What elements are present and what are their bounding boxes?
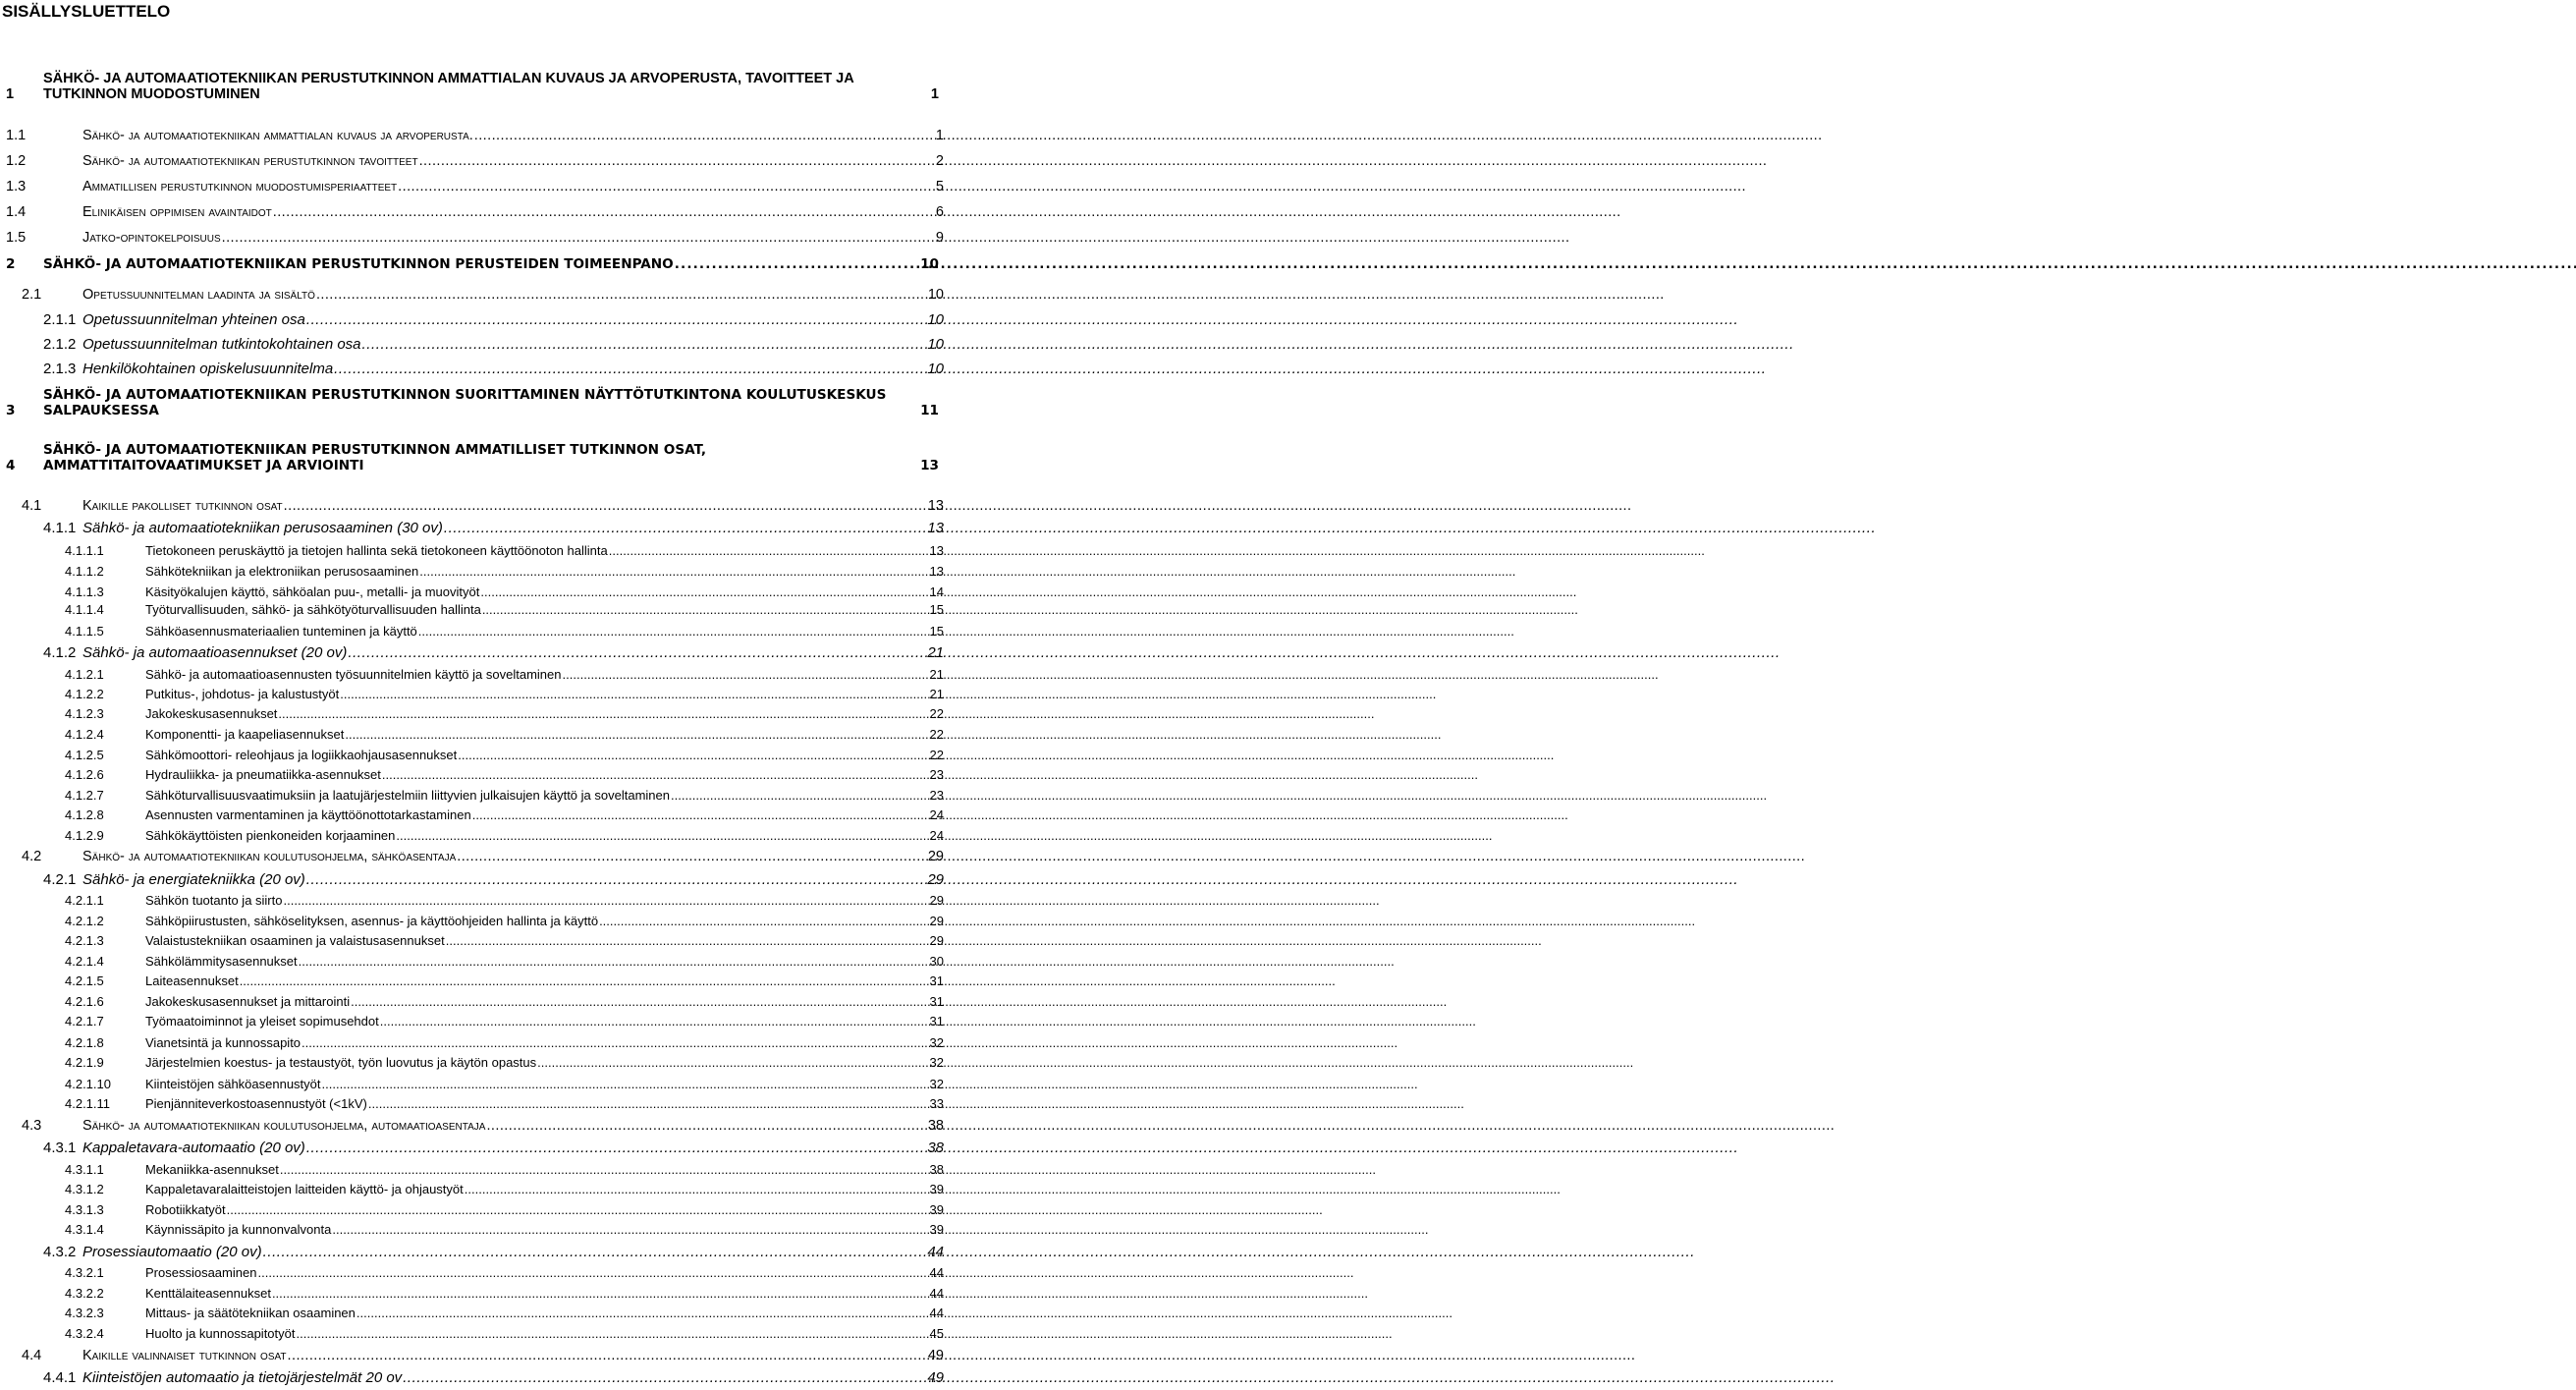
- toc-entry-title: Sähkö- ja automaatiotekniikan perusosaaminen (30 ov): [82, 520, 443, 536]
- toc-entry-number: 4.2.1.6: [65, 994, 104, 1009]
- dot-leader: [340, 687, 926, 701]
- toc-entry-title: Opetussuunnitelman laadinta ja sisältö: [82, 287, 315, 303]
- toc-entry-title: Sähkö- ja automaatioasennukset (20 ov): [82, 644, 348, 661]
- toc-entry-number: 4.3.1.1: [65, 1162, 104, 1177]
- dot-leader: [272, 1286, 927, 1301]
- toc-entry-title: Työturvallisuuden, sähkö- ja sähkötyöturvallisuuden hallinta: [145, 602, 481, 617]
- toc-entry-title: Valaistustekniikan osaaminen ja valaistusasennukset: [145, 933, 445, 948]
- toc-entry-page: 49: [927, 1348, 944, 1363]
- toc-entry-page: 29: [929, 914, 944, 928]
- toc-entry[interactable]: [43, 871, 944, 888]
- toc-entry-title: Työmaatoiminnot ja yleiset sopimusehdot: [145, 1014, 379, 1029]
- toc-entry-title: Sähkölämmitysasennukset: [145, 954, 298, 969]
- toc-entry-title: Hydrauliikka- ja pneumatiikka-asennukset: [145, 767, 381, 782]
- toc-entry-title: Kappaletavaralaitteistojen laitteiden käyttö- ja ohjaustyöt: [145, 1182, 464, 1196]
- dot-leader: [418, 624, 927, 639]
- dot-leader: [398, 179, 933, 195]
- dot-leader: [465, 1182, 927, 1196]
- dot-leader: [263, 1244, 925, 1260]
- toc-entry[interactable]: [65, 1265, 944, 1280]
- toc-entry-page: 38: [927, 1118, 944, 1134]
- dot-leader: [609, 543, 927, 558]
- toc-entry[interactable]: [65, 602, 944, 617]
- toc-entry-number: 4.2.1.8: [65, 1035, 104, 1050]
- toc-entry-title: Kenttälaiteasennukset: [145, 1286, 271, 1301]
- dot-leader: [227, 1202, 927, 1217]
- dot-leader: [306, 871, 925, 888]
- toc-entry[interactable]: [65, 667, 944, 682]
- dot-leader: [316, 287, 925, 303]
- toc-entry-page: 38: [929, 1162, 944, 1177]
- toc-entry-page: 44: [929, 1286, 944, 1301]
- toc-entry[interactable]: [65, 1286, 944, 1301]
- toc-entry-page: 29: [927, 871, 944, 888]
- toc-entry-title: Ammatillisen perustutkinnon muodostumisperiaatteet: [82, 179, 398, 195]
- toc-entry-number: 1.4: [6, 204, 27, 220]
- dot-leader: [403, 1369, 924, 1386]
- dot-leader: [382, 767, 927, 782]
- toc-entry-number: 4.4.1: [43, 1369, 77, 1386]
- toc-entry-number: 2.1.3: [43, 361, 77, 377]
- toc-entry[interactable]: [65, 1182, 944, 1196]
- toc-entry-page: 9: [935, 230, 944, 246]
- toc-entry[interactable]: [6, 204, 944, 220]
- toc-entry-page: 10: [920, 256, 939, 272]
- dot-leader: [675, 256, 917, 272]
- toc-entry[interactable]: [65, 1055, 944, 1070]
- toc-entry-number: 4.4: [22, 1348, 42, 1363]
- dot-leader: [419, 153, 933, 169]
- dot-leader: [288, 1348, 925, 1363]
- toc-entry-page: 44: [929, 1306, 944, 1320]
- toc-entry-number: 1: [6, 86, 15, 102]
- toc-entry[interactable]: [43, 520, 944, 536]
- toc-entry-title: Pienjänniteverkostoasennustyöt (<1kV): [145, 1096, 367, 1111]
- toc-entry-title: Elinikäisen oppimisen avaintaidot: [82, 204, 272, 220]
- toc-entry-page: 10: [927, 336, 944, 353]
- toc-entry[interactable]: [6, 128, 944, 143]
- toc-entry-title: Kappaletavara-automaatio (20 ov): [82, 1140, 305, 1156]
- dot-leader: [306, 311, 924, 328]
- dot-leader: [446, 933, 927, 948]
- toc-heading: SISÄLLYSLUETTELO: [2, 2, 171, 21]
- toc-entry-title: Komponentti- ja kaapeliasennukset: [145, 727, 345, 742]
- dot-leader: [273, 204, 933, 220]
- toc-entry[interactable]: [65, 1014, 944, 1029]
- toc-entry-number: 4.1.2.1: [65, 667, 104, 682]
- toc-entry[interactable]: [65, 994, 944, 1009]
- toc-entry-number: 2: [6, 256, 16, 272]
- toc-entry-number: 4.3.2: [43, 1244, 77, 1260]
- toc-entry-number: 4.1.2.6: [65, 767, 104, 782]
- toc-entry-title: Jakokeskusasennukset ja mittarointi: [145, 994, 351, 1009]
- toc-entry-page: 39: [929, 1182, 944, 1196]
- toc-entry-page: 6: [935, 204, 944, 220]
- toc-entry[interactable]: [43, 311, 944, 328]
- dot-leader: [284, 498, 925, 514]
- dot-leader: [240, 973, 927, 988]
- toc-entry[interactable]: [65, 1326, 944, 1341]
- toc-entry-page: 11: [920, 403, 939, 418]
- toc-entry-title: Prosessiautomaatio (20 ov): [82, 1244, 262, 1260]
- dot-leader: [671, 788, 927, 803]
- toc-entry-page: 49: [927, 1369, 944, 1386]
- toc-entry-title: Asennusten varmentaminen ja käyttöönottotarkastaminen: [145, 807, 471, 822]
- toc-entry[interactable]: [65, 1096, 944, 1111]
- toc-entry[interactable]: [65, 564, 944, 579]
- toc-entry-number: 4.2.1.4: [65, 954, 104, 969]
- toc-entry-title: Sähkö- ja automaatioasennusten työsuunnitelmien käyttö ja soveltaminen: [145, 667, 562, 682]
- toc-entry-number: 4.1.1.1: [65, 543, 104, 558]
- toc-entry-title: Sähkömoottori- releohjaus ja logiikkaohjausasennukset: [145, 748, 458, 762]
- toc-entry-title: Sähkö- ja automaatiotekniikan koulutusohjelma, automaatioasentaja: [82, 1118, 486, 1134]
- dot-leader: [362, 336, 925, 353]
- toc-entry[interactable]: [43, 361, 944, 377]
- dot-leader: [472, 807, 927, 822]
- toc-entry[interactable]: [65, 624, 944, 639]
- toc-entry-title: Sähkö- ja automaatiotekniikan koulutusohjelma, sähköasentaja: [82, 849, 457, 864]
- toc-entry-title: Sähkö- ja automaatiotekniikan ammattialan kuvaus ja arvoperusta.: [82, 128, 473, 143]
- toc-entry[interactable]: [65, 706, 944, 721]
- toc-entry-page: 29: [929, 933, 944, 948]
- toc-entry[interactable]: [65, 914, 944, 928]
- toc-entry-title: Laiteasennukset: [145, 973, 239, 988]
- toc-entry-number: 4.3.1: [43, 1140, 77, 1156]
- toc-entry[interactable]: [65, 1202, 944, 1217]
- dot-leader: [306, 1140, 925, 1156]
- toc-entry-page: 32: [929, 1035, 944, 1050]
- dot-leader: [351, 994, 926, 1009]
- toc-entry-page: 39: [929, 1222, 944, 1237]
- toc-entry[interactable]: [65, 748, 944, 762]
- toc-entry[interactable]: [65, 807, 944, 822]
- toc-entry-title: Vianetsintä ja kunnossapito: [145, 1035, 301, 1050]
- dot-leader: [296, 1326, 926, 1341]
- toc-entry-number: 4.1.1: [43, 520, 77, 536]
- toc-entry[interactable]: [6, 153, 944, 169]
- toc-entry-title: Sähköasennusmateriaalien tunteminen ja käyttö: [145, 624, 417, 639]
- toc-entry[interactable]: [65, 954, 944, 969]
- toc-entry[interactable]: [6, 256, 939, 272]
- toc-entry-title: Sähkö- ja automaatiotekniikan perustutkinnon tavoitteet: [82, 153, 418, 169]
- toc-entry-page: 14: [929, 584, 944, 599]
- toc-entry-number: 4.1.2.3: [65, 706, 104, 721]
- toc-entry-page: 32: [929, 1077, 944, 1091]
- toc-entry[interactable]: [43, 1140, 944, 1156]
- toc-entry-page: 31: [929, 994, 944, 1009]
- toc-entry[interactable]: [65, 584, 944, 599]
- toc-entry[interactable]: [22, 1348, 944, 1363]
- toc-entry[interactable]: [6, 230, 944, 246]
- toc-entry[interactable]: [65, 1306, 944, 1320]
- toc-entry-title: Jakokeskusasennukset: [145, 706, 278, 721]
- toc-entry-page: 22: [929, 706, 944, 721]
- toc-entry[interactable]: [65, 1222, 944, 1237]
- toc-entry-number: 4.1.2: [43, 644, 77, 661]
- toc-entry-number: 4.2.1.11: [65, 1096, 111, 1111]
- toc-entry-page: 1: [935, 128, 944, 143]
- toc-entry[interactable]: [22, 287, 944, 303]
- toc-page: [0, 0, 943, 1390]
- toc-entry-number: 4.1.1.5: [65, 624, 104, 639]
- dot-leader: [280, 1162, 927, 1177]
- toc-entry-title: Käsityökalujen käyttö, sähköalan puu-, metalli- ja muovityöt: [145, 584, 480, 599]
- toc-entry-page: 31: [929, 1014, 944, 1029]
- toc-entry-title: Prosessiosaaminen: [145, 1265, 257, 1280]
- toc-entry[interactable]: [43, 1369, 944, 1386]
- toc-entry-number: 4.1.2.5: [65, 748, 104, 762]
- toc-entry-page: 13: [929, 564, 944, 579]
- toc-entry-page: 10: [927, 311, 944, 328]
- toc-entry[interactable]: [65, 1162, 944, 1177]
- dot-leader: [356, 1306, 927, 1320]
- toc-entry-number: 1.5: [6, 230, 27, 246]
- toc-entry-title: Sähköpiirustusten, sähköselityksen, asennus- ja käyttöohjeiden hallinta ja käyttö: [145, 914, 599, 928]
- toc-entry-number: 4.3.2.3: [65, 1306, 104, 1320]
- toc-entry-page: 24: [929, 828, 944, 843]
- dot-leader: [457, 849, 925, 864]
- dot-leader: [348, 644, 924, 661]
- dot-leader: [257, 1265, 926, 1280]
- toc-entry-number: 4.2.1: [43, 871, 77, 888]
- toc-entry-number: 4.1.2.9: [65, 828, 104, 843]
- toc-entry[interactable]: [65, 543, 944, 558]
- dot-leader: [222, 230, 933, 246]
- toc-entry-title: Sähköturvallisuusvaatimuksiin ja laatujärjestelmiin liittyvien julkaisujen käyttö ja soveltaminen: [145, 788, 670, 803]
- dot-leader: [419, 564, 926, 579]
- dot-leader: [301, 1035, 926, 1050]
- toc-entry-number: 4.3.2.1: [65, 1265, 104, 1280]
- toc-entry-number: 4.1.1.3: [65, 584, 104, 599]
- toc-entry-number: 4.2: [22, 849, 42, 864]
- toc-entry-page: 21: [927, 644, 944, 661]
- toc-entry-page: 15: [929, 624, 944, 639]
- toc-entry-title: Huolto ja kunnossapitotyöt: [145, 1326, 296, 1341]
- toc-entry-page: 33: [929, 1096, 944, 1111]
- toc-entry-number: 4: [6, 458, 16, 473]
- toc-entry-title: Opetussuunnitelman yhteinen osa: [82, 311, 305, 328]
- toc-entry-number: 1.3: [6, 179, 27, 195]
- toc-entry-page: 1: [930, 86, 939, 102]
- toc-entry-number: 4.2.1.3: [65, 933, 104, 948]
- toc-entry-title: Henkilökohtainen opiskelusuunnitelma: [82, 361, 334, 377]
- toc-entry-number: 4.1.2.2: [65, 687, 104, 701]
- toc-entry-number: 4.3.2.4: [65, 1326, 104, 1341]
- toc-entry-title: Käynnissäpito ja kunnonvalvonta: [145, 1222, 332, 1237]
- toc-entry-number: 4.1.1.2: [65, 564, 104, 579]
- dot-leader: [458, 748, 926, 762]
- toc-entry[interactable]: [65, 933, 944, 948]
- toc-entry-number: 2.1: [22, 287, 42, 303]
- toc-entry[interactable]: [65, 973, 944, 988]
- toc-entry[interactable]: [22, 849, 944, 864]
- dot-leader: [332, 1222, 926, 1237]
- toc-entry[interactable]: [43, 336, 944, 353]
- dot-leader: [474, 128, 933, 143]
- toc-entry-page: 10: [927, 287, 944, 303]
- toc-entry-title: Tietokoneen peruskäyttö ja tietojen hallinta sekä tietokoneen käyttöönoton hallinta: [145, 543, 608, 558]
- toc-entry-number: 4.2.1.10: [65, 1077, 111, 1091]
- dot-leader: [283, 893, 926, 908]
- toc-entry-page: 2: [935, 153, 944, 169]
- toc-entry-title: Putkitus-, johdotus- ja kalustustyöt: [145, 687, 340, 701]
- toc-entry[interactable]: [65, 767, 944, 782]
- toc-entry-number: 4.1: [22, 498, 42, 514]
- toc-entry-page: 29: [927, 849, 944, 864]
- dot-leader: [599, 914, 926, 928]
- toc-entry-number: 4.2.1.2: [65, 914, 104, 928]
- toc-entry-page: 39: [929, 1202, 944, 1217]
- toc-entry-number: 2.1.1: [43, 311, 77, 328]
- toc-entry-page: 44: [927, 1244, 944, 1260]
- toc-entry-page: 13: [927, 520, 944, 536]
- dot-leader: [482, 602, 927, 617]
- toc-entry-page: 23: [929, 767, 944, 782]
- toc-entry-number: 4.3.1.2: [65, 1182, 104, 1196]
- toc-entry-title: Kiinteistöjen sähköasennustyöt: [145, 1077, 321, 1091]
- toc-entry-number: 4.3.1.3: [65, 1202, 104, 1217]
- dot-leader: [334, 361, 924, 377]
- toc-entry-page: 21: [929, 687, 944, 701]
- toc-entry-title: SÄHKÖ- JA AUTOMAATIOTEKNIIKAN PERUSTUTKINNON PERUSTEIDEN TOIMEENPANO: [43, 256, 674, 272]
- dot-leader: [368, 1096, 927, 1111]
- toc-entry[interactable]: [22, 1118, 944, 1134]
- toc-entry[interactable]: [65, 828, 944, 843]
- toc-entry-title: Jatko-opintokelpoisuus: [82, 230, 221, 246]
- toc-entry[interactable]: [65, 788, 944, 803]
- toc-entry-title: Kiinteistöjen automaatio ja tietojärjestelmät 20 ov: [82, 1369, 403, 1386]
- toc-entry-title: Sähkö- ja energiatekniikka (20 ov): [82, 871, 305, 888]
- toc-entry[interactable]: [65, 687, 944, 701]
- toc-entry-page: 10: [927, 361, 944, 377]
- toc-entry-title: Sähkön tuotanto ja siirto: [145, 893, 283, 908]
- toc-entry-title: Mittaus- ja säätötekniikan osaaminen: [145, 1306, 356, 1320]
- toc-entry-number: 4.2.1.7: [65, 1014, 104, 1029]
- toc-entry-title: SÄHKÖ- JA AUTOMAATIOTEKNIIKAN PERUSTUTKINNON AMMATTIALAN KUVAUS JA ARVOPERUSTA, TAVOITTEET JA TUTKINNON MUODOSTUMINEN: [43, 71, 854, 102]
- toc-entry[interactable]: [43, 1244, 944, 1260]
- toc-entry[interactable]: [6, 71, 939, 102]
- toc-entry-page: 13: [929, 543, 944, 558]
- toc-entry-page: 15: [929, 602, 944, 617]
- dot-leader: [299, 954, 927, 969]
- toc-entry-title: Järjestelmien koestus- ja testaustyöt, työn luovutus ja käytön opastus: [145, 1055, 537, 1070]
- toc-entry[interactable]: [6, 179, 944, 195]
- toc-entry-page: 22: [929, 748, 944, 762]
- dot-leader: [278, 706, 926, 721]
- toc-entry-page: 44: [929, 1265, 944, 1280]
- toc-entry-title: Kaikille pakolliset tutkinnon osat: [82, 498, 283, 514]
- toc-entry[interactable]: [43, 644, 944, 661]
- toc-entry-number: 1.2: [6, 153, 27, 169]
- toc-entry-number: 4.2.1.1: [65, 893, 104, 908]
- toc-entry-page: 32: [929, 1055, 944, 1070]
- toc-entry-number: 4.1.2.4: [65, 727, 104, 742]
- toc-entry-number: 3: [6, 403, 16, 418]
- toc-entry[interactable]: [65, 1035, 944, 1050]
- toc-entry-page: 23: [929, 788, 944, 803]
- toc-entry-title: Sähkötekniikan ja elektroniikan perusosaaminen: [145, 564, 419, 579]
- toc-entry-page: 13: [920, 458, 939, 473]
- toc-entry[interactable]: [65, 1077, 944, 1091]
- toc-entry-number: 4.2.1.9: [65, 1055, 104, 1070]
- toc-entry-page: 38: [927, 1140, 944, 1156]
- toc-entry-page: 5: [935, 179, 944, 195]
- toc-entry-page: 21: [929, 667, 944, 682]
- toc-entry-number: 2.1.2: [43, 336, 77, 353]
- dot-leader: [380, 1014, 927, 1029]
- toc-entry-title: Sähkökäyttöisten pienkoneiden korjaaminen: [145, 828, 396, 843]
- dot-leader: [537, 1055, 926, 1070]
- toc-entry-page: 24: [929, 807, 944, 822]
- toc-entry[interactable]: [6, 442, 939, 473]
- toc-entry-page: 30: [929, 954, 944, 969]
- toc-entry-title: Kaikille valinnaiset tutkinnon osat: [82, 1348, 287, 1363]
- toc-entry[interactable]: [22, 498, 944, 514]
- dot-leader: [444, 520, 924, 536]
- toc-entry-number: 4.3: [22, 1118, 42, 1134]
- toc-entry-page: 22: [929, 727, 944, 742]
- dot-leader: [562, 667, 926, 682]
- toc-entry-number: 4.1.2.7: [65, 788, 104, 803]
- toc-entry-number: 4.3.2.2: [65, 1286, 104, 1301]
- toc-entry-page: 29: [929, 893, 944, 908]
- toc-entry-page: 31: [929, 973, 944, 988]
- dot-leader: [345, 727, 926, 742]
- toc-entry[interactable]: [6, 387, 939, 418]
- dot-leader: [396, 828, 926, 843]
- toc-entry-number: 4.1.1.4: [65, 602, 104, 617]
- toc-entry-number: 1.1: [6, 128, 27, 143]
- toc-entry-number: 4.3.1.4: [65, 1222, 104, 1237]
- toc-entry-title: Opetussuunnitelman tutkintokohtainen osa: [82, 336, 361, 353]
- toc-entry[interactable]: [65, 727, 944, 742]
- toc-entry[interactable]: [65, 893, 944, 908]
- toc-entry-title: Mekaniikka-asennukset: [145, 1162, 279, 1177]
- toc-entry-title: Robotiikkatyöt: [145, 1202, 226, 1217]
- toc-entry-title: SÄHKÖ- JA AUTOMAATIOTEKNIIKAN PERUSTUTKINNON SUORITTAMINEN NÄYTTÖTUTKINTONA KOULUTUSKESKUS SALPAUKSESSA: [43, 387, 887, 418]
- dot-leader: [480, 584, 926, 599]
- dot-leader: [322, 1077, 927, 1091]
- toc-entry-number: 4.2.1.5: [65, 973, 104, 988]
- dot-leader: [486, 1118, 924, 1134]
- toc-entry-page: 45: [929, 1326, 944, 1341]
- toc-entry-title: SÄHKÖ- JA AUTOMAATIOTEKNIIKAN PERUSTUTKINNON AMMATILLISET TUTKINNON OSAT, AMMATTITAITOVAATIMUKSET JA ARVIOINTI: [43, 442, 707, 473]
- toc-entry-page: 13: [927, 498, 944, 514]
- toc-entry-number: 4.1.2.8: [65, 807, 104, 822]
